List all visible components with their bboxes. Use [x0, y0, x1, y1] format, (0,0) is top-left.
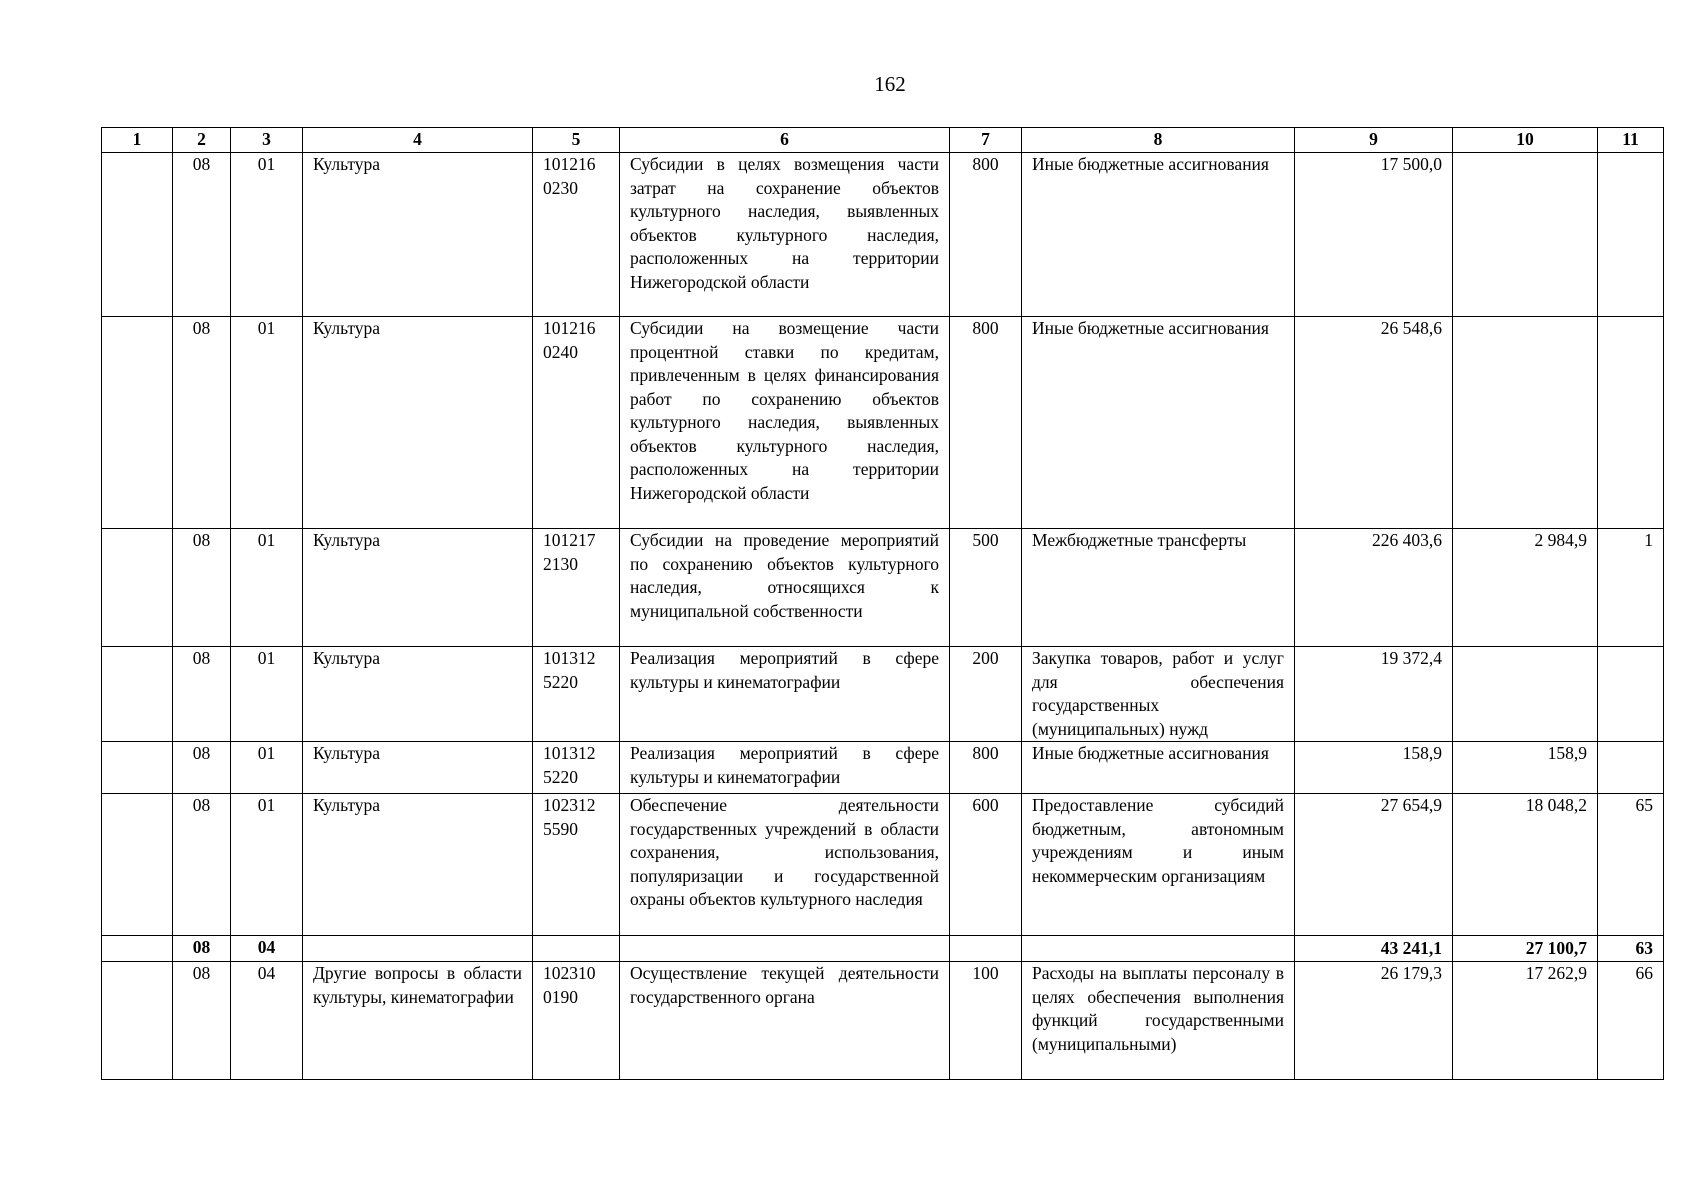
cell-amount: 19 372,4 — [1295, 647, 1453, 742]
cell-amount-2: 27 100,7 — [1453, 936, 1598, 962]
table-row — [102, 153, 1664, 317]
cell-subsection: 01 — [231, 153, 303, 317]
cell-name: Культура — [303, 317, 533, 529]
cell-subsection: 04 — [231, 962, 303, 1080]
column-header: 11 — [1598, 128, 1664, 153]
cell-col1 — [102, 962, 173, 1080]
column-header: 9 — [1295, 128, 1453, 153]
cell-col11 — [1598, 742, 1664, 794]
cell-target-code: 101216 0230 — [533, 153, 620, 317]
cell-col1 — [102, 529, 173, 647]
column-header: 1 — [102, 128, 173, 153]
cell-name: Культура — [303, 647, 533, 742]
cell-expense-type: Иные бюджетные ассигнования — [1022, 742, 1295, 794]
cell-description: Субсидии на возмещение части процентной ставки по кредитам, привлеченным в целях финансирования работ по сохранению объектов культурного наследия, выявленных объектов культурного наследия, расположенных на территории Нижегородской области — [620, 317, 950, 529]
cell-col11: 65 — [1598, 794, 1664, 936]
cell-amount: 226 403,6 — [1295, 529, 1453, 647]
cell-col1 — [102, 742, 173, 794]
cell-expense-type: Иные бюджетные ассигнования — [1022, 317, 1295, 529]
cell-description: Субсидии в целях возмещения части затрат на сохранение объектов культурного наследия, выявленных объектов культурного наследия, расположенных на территории Нижегородской области — [620, 153, 950, 317]
cell-target-code: 101312 5220 — [533, 742, 620, 794]
cell-expense-type: Иные бюджетные ассигнования — [1022, 153, 1295, 317]
cell-subsection: 01 — [231, 317, 303, 529]
cell-target-code: 101216 0240 — [533, 317, 620, 529]
cell-expense-code: 800 — [950, 153, 1022, 317]
cell-expense-type: Расходы на выплаты персоналу в целях обеспечения выполнения функций государственными (муниципальными) — [1022, 962, 1295, 1080]
table-row — [102, 962, 1664, 1080]
cell-description — [620, 936, 950, 962]
cell-name: Культура — [303, 794, 533, 936]
cell-description: Осуществление текущей деятельности государственного органа — [620, 962, 950, 1080]
table-row — [102, 647, 1664, 742]
cell-amount-2 — [1453, 153, 1598, 317]
table-row — [102, 742, 1664, 794]
cell-amount: 158,9 — [1295, 742, 1453, 794]
cell-col1 — [102, 153, 173, 317]
cell-subsection: 01 — [231, 529, 303, 647]
cell-expense-type — [1022, 936, 1295, 962]
cell-amount-2: 2 984,9 — [1453, 529, 1598, 647]
cell-col11 — [1598, 647, 1664, 742]
cell-section: 08 — [173, 317, 231, 529]
cell-subsection: 01 — [231, 742, 303, 794]
cell-description: Обеспечение деятельности государственных учреждений в области сохранения, использования, популяризации и государственной охраны объектов культурного наследия — [620, 794, 950, 936]
cell-name: Другие вопросы в области культуры, кинематографии — [303, 962, 533, 1080]
column-header: 5 — [533, 128, 620, 153]
cell-col11 — [1598, 317, 1664, 529]
cell-amount-2 — [1453, 647, 1598, 742]
cell-col1 — [102, 794, 173, 936]
cell-col1 — [102, 317, 173, 529]
cell-section: 08 — [173, 529, 231, 647]
table-row — [102, 317, 1664, 529]
cell-description: Субсидии на проведение мероприятий по сохранению объектов культурного наследия, относящихся к муниципальной собственности — [620, 529, 950, 647]
table-row — [102, 794, 1664, 936]
cell-col1 — [102, 936, 173, 962]
cell-expense-type: Межбюджетные трансферты — [1022, 529, 1295, 647]
cell-col11 — [1598, 153, 1664, 317]
cell-target-code: 102310 0190 — [533, 962, 620, 1080]
cell-amount: 43 241,1 — [1295, 936, 1453, 962]
column-header: 2 — [173, 128, 231, 153]
cell-name: Культура — [303, 742, 533, 794]
subtotal-row — [102, 936, 1664, 962]
cell-section: 08 — [173, 794, 231, 936]
cell-expense-code: 100 — [950, 962, 1022, 1080]
column-header: 10 — [1453, 128, 1598, 153]
cell-name: Культура — [303, 529, 533, 647]
header-row — [102, 128, 1664, 153]
cell-target-code: 102312 5590 — [533, 794, 620, 936]
cell-amount: 26 548,6 — [1295, 317, 1453, 529]
cell-expense-type: Закупка товаров, работ и услуг для обеспечения государственных (муниципальных) нужд — [1022, 647, 1295, 742]
cell-amount-2: 158,9 — [1453, 742, 1598, 794]
budget-table — [101, 127, 1664, 1080]
cell-section: 08 — [173, 936, 231, 962]
cell-description: Реализация мероприятий в сфере культуры и кинематографии — [620, 742, 950, 794]
cell-col11: 1 — [1598, 529, 1664, 647]
column-header: 7 — [950, 128, 1022, 153]
column-header: 6 — [620, 128, 950, 153]
cell-amount-2 — [1453, 317, 1598, 529]
cell-amount: 17 500,0 — [1295, 153, 1453, 317]
cell-expense-code: 600 — [950, 794, 1022, 936]
cell-amount: 27 654,9 — [1295, 794, 1453, 936]
cell-target-code: 101312 5220 — [533, 647, 620, 742]
table-row — [102, 529, 1664, 647]
cell-section: 08 — [173, 647, 231, 742]
cell-section: 08 — [173, 742, 231, 794]
column-header: 3 — [231, 128, 303, 153]
cell-name: Культура — [303, 153, 533, 317]
cell-expense-code: 800 — [950, 317, 1022, 529]
cell-description: Реализация мероприятий в сфере культуры и кинематографии — [620, 647, 950, 742]
cell-subsection: 01 — [231, 647, 303, 742]
cell-amount-2: 17 262,9 — [1453, 962, 1598, 1080]
cell-expense-type: Предоставление субсидий бюджетным, автономным учреждениям и иным некоммерческим организациям — [1022, 794, 1295, 936]
cell-col1 — [102, 647, 173, 742]
cell-col11: 66 — [1598, 962, 1664, 1080]
page-number: 162 — [874, 72, 906, 96]
cell-col11: 63 — [1598, 936, 1664, 962]
cell-section: 08 — [173, 962, 231, 1080]
cell-target-code: 101217 2130 — [533, 529, 620, 647]
cell-expense-code — [950, 936, 1022, 962]
cell-target-code — [533, 936, 620, 962]
column-header: 4 — [303, 128, 533, 153]
cell-expense-code: 200 — [950, 647, 1022, 742]
cell-section: 08 — [173, 153, 231, 317]
cell-subsection: 01 — [231, 794, 303, 936]
cell-expense-code: 800 — [950, 742, 1022, 794]
cell-name — [303, 936, 533, 962]
cell-subsection: 04 — [231, 936, 303, 962]
cell-amount: 26 179,3 — [1295, 962, 1453, 1080]
column-header: 8 — [1022, 128, 1295, 153]
cell-expense-code: 500 — [950, 529, 1022, 647]
cell-amount-2: 18 048,2 — [1453, 794, 1598, 936]
